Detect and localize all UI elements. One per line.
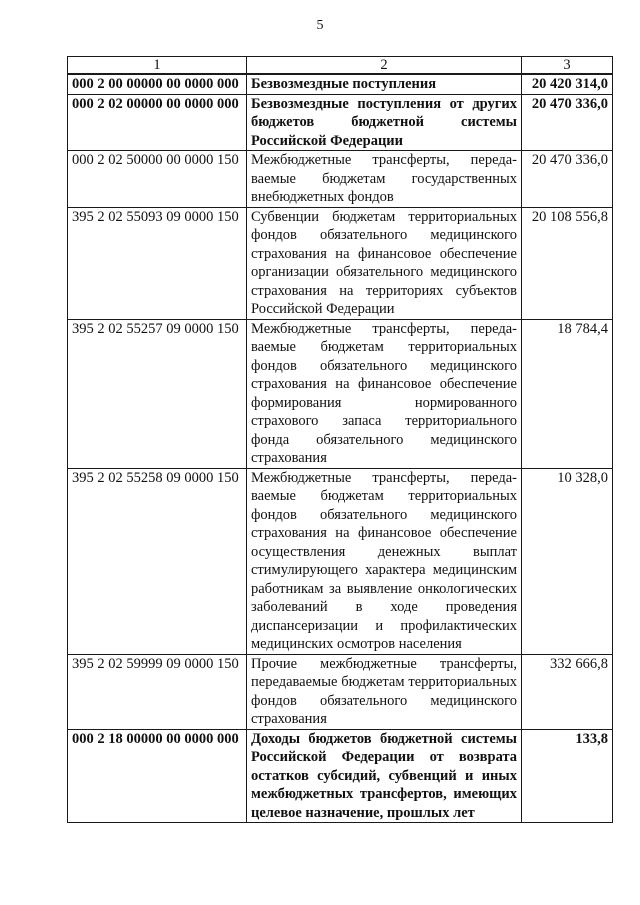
- row-name: Межбюджетные трансферты, передаваемые бюджетам территориальных фондов обязательного медицинского страхования на финансовое обеспечение осуществления денежных выплат стимулирующего характера медицинским работникам за выявление онкологических заболеваний в ходе проведения диспансеризации и профилактических медицинских осмотров населения: [247, 468, 522, 654]
- table-row: [68, 468, 613, 654]
- table-row: [68, 654, 613, 729]
- row-name: Субвенции бюджетам территориальных фондов обязательного медицинского страхования на финансовое обеспечение организации обязательного медицинского страхования на территориях субъектов Российской Федерации: [247, 207, 522, 319]
- row-name: Безвозмездные поступления: [247, 74, 522, 94]
- row-name: Доходы бюджетов бюджетной системы Российской Федерации от возврата остатков субсидий, субвенций и иных межбюджетных трансфертов, имеющих целевое назначение, прошлых лет: [247, 729, 522, 823]
- row-amount: 133,8: [522, 729, 613, 823]
- column-header-name: 2: [247, 57, 522, 75]
- table-row: [68, 151, 613, 208]
- row-amount: 18 784,4: [522, 319, 613, 468]
- row-amount: 10 328,0: [522, 468, 613, 654]
- row-code: 395 2 02 55258 09 0000 150: [68, 468, 247, 654]
- row-code: 000 2 18 00000 00 0000 000: [68, 729, 247, 823]
- row-amount: 20 470 336,0: [522, 151, 613, 208]
- row-name: Межбюджетные трансферты, передаваемые бюджетам территориальных фондов обязательного медицинского страхования на финансовое обеспечение формирования нормированного страхового запаса территориального фонда обязательного медицинского страхования: [247, 319, 522, 468]
- budget-revenue-table: [67, 56, 613, 823]
- row-name: Прочие межбюджетные трансферты, передаваемые бюджетам территориальных фондов обязательного медицинского страхования: [247, 654, 522, 729]
- row-amount: 20 420 314,0: [522, 74, 613, 94]
- row-name: Безвозмездные поступления от других бюджетов бюджетной системы Российской Федерации: [247, 94, 522, 151]
- page-number: 5: [316, 18, 324, 33]
- row-code: 000 2 00 00000 00 0000 000: [68, 74, 247, 94]
- row-name: Межбюджетные трансферты, передаваемые бюджетам государственных внебюджетных фондов: [247, 151, 522, 208]
- table-row: [68, 319, 613, 468]
- row-code: 000 2 02 00000 00 0000 000: [68, 94, 247, 151]
- row-amount: 332 666,8: [522, 654, 613, 729]
- row-amount: 20 470 336,0: [522, 94, 613, 151]
- row-code: 395 2 02 55257 09 0000 150: [68, 319, 247, 468]
- column-header-amount: 3: [522, 57, 613, 75]
- table-header-row: [68, 57, 613, 75]
- table-row: [68, 729, 613, 823]
- row-amount: 20 108 556,8: [522, 207, 613, 319]
- row-code: 395 2 02 59999 09 0000 150: [68, 654, 247, 729]
- row-code: 000 2 02 50000 00 0000 150: [68, 151, 247, 208]
- table-row: [68, 74, 613, 94]
- row-code: 395 2 02 55093 09 0000 150: [68, 207, 247, 319]
- table-row: [68, 94, 613, 151]
- column-header-code: 1: [68, 57, 247, 75]
- table-row: [68, 207, 613, 319]
